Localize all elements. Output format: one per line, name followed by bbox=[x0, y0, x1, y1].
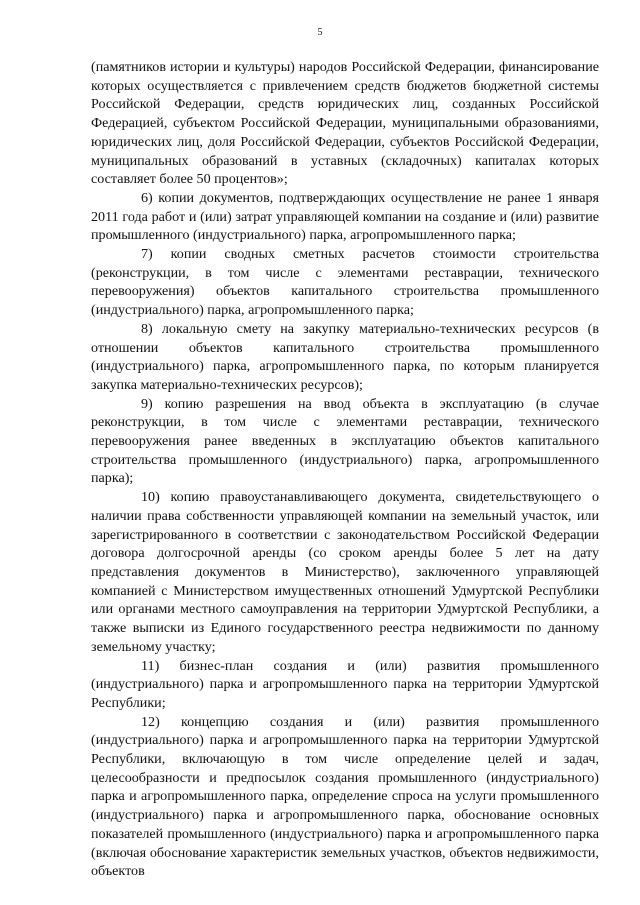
document-body bbox=[91, 58, 599, 881]
paragraph-item-7: 7) копии сводных сметных расчетов стоимости строительства (реконструкции, в том числе с элементами реставрации, технического перевооружения) объектов капитального строительства промышленного (индустриального) парка, агропромышленного парка; bbox=[91, 246, 599, 319]
paragraph-item-10: 10) копию правоустанавливающего документа, свидетельствующего о наличии права собственности управляющей компании на земельный участок, или зарегистрированного в соответствии с законодательством Российской Федерации договора долгосрочной аренды (со сроком аренды более 5 лет на дату представления документов в Министерство), заключенного управляющей компанией с Министерством имущественных отношений Удмуртской Республики или органами местного самоуправления на территории Удмуртской Республики, а также выписки из Единого государственного реестра недвижимости по данному земельному участку; bbox=[91, 489, 599, 655]
paragraph-item-12: 12) концепцию создания и (или) развития промышленного (индустриального) парка и агропромышленного парка на территории Удмуртской Республики, включающую в том числе определение целей и задач, целесообразности и предпосылок создания промышленного (индустриального) парка и агропромышленного парка, определение спроса на услуги промышленного (индустриального) парка и агропромышленного парка, обоснование основных показателей промышленного (индустриального) парка и агропромышленного парка (включая обоснование характеристик земельных участков, объектов недвижимости, объектов bbox=[91, 713, 599, 880]
paragraph-continuation: (памятников истории и культуры) народов Российской Федерации, финансирование которых осуществляется с привлечением средств бюджетов бюджетной системы Российской Федерации, средств юридических лиц, созданных Российской Федерацией, субъектом Российской Федерации, муниципальными образованиями, юридических лиц, доля Российской Федерации, субъектов Российской Федерации, муниципальных образований в уставных (складочных) капиталах которых составляет более 50 процентов»; bbox=[91, 59, 599, 188]
page-number: 5 bbox=[317, 27, 323, 38]
paragraph-item-9: 9) копию разрешения на ввод объекта в эксплуатацию (в случае реконструкции, в том числе с элементами реставрации, технического перевооружения ранее введенных в эксплуатацию объектов капитального строительства промышленного (индустриального) парка, агропромышленного парка); bbox=[91, 395, 599, 487]
paragraph-item-6: 6) копии документов, подтверждающих осуществление не ранее 1 января 2011 года работ и (или) затрат управляющей компании на создание и (или) развитие промышленного (индустриального) парка, агропромышленного парка; bbox=[91, 189, 599, 244]
paragraph-item-8: 8) локальную смету на закупку материально-технических ресурсов (в отношении объектов капитального строительства промышленного (индустриального) парка, агропромышленного парка, по которым планируется закупка материально-технических ресурсов); bbox=[91, 320, 599, 393]
paragraph-item-11: 11) бизнес-план создания и (или) развития промышленного (индустриального) парка и агропромышленного парка на территории Удмуртской Республики; bbox=[91, 657, 599, 711]
